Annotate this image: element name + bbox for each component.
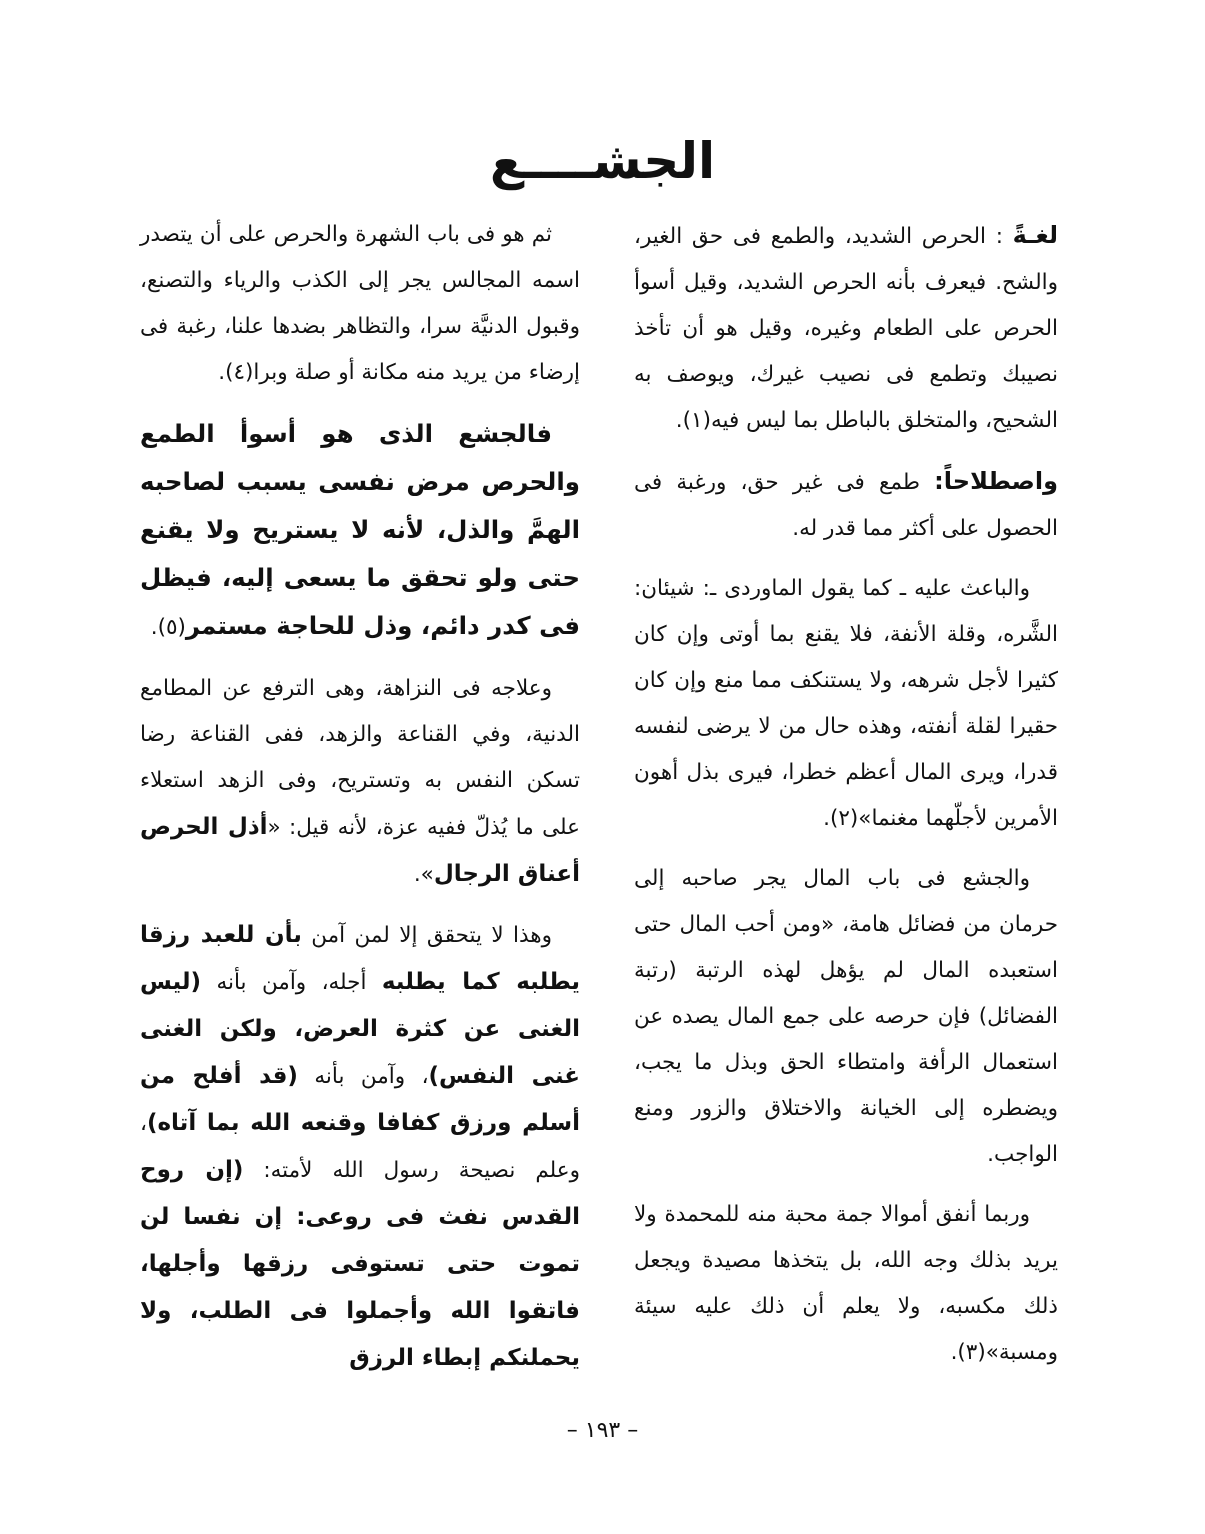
left-column [140, 212, 580, 1396]
definition-technical [634, 458, 1058, 552]
paragraph-faith [140, 912, 580, 1382]
paragraph-summary [140, 410, 580, 652]
faith-bold-f: (قد أفلح من أسلم ورزق كفافا وقنعه الله بما آتاه) [140, 1063, 580, 1136]
remedy-quote: أذل الحرص أعناق الرجال [140, 814, 580, 887]
paragraph-fame: ثم هو فى باب الشهرة والحرص على أن يتصدر اسمه المجالس يجر إلى الكذب والرياء والتصنع، وقبول الدنيَّة سرا، والتظاهر بضدها علنا، رغبة فى إرضاء من يريد منه مكانة أو صلة وبرا(٤). [140, 222, 580, 385]
faith-bold-d: (ليس الغنى عن كثرة العرض، ولكن الغنى غنى النفس) [140, 969, 580, 1089]
faith-text-a: وهذا لا يتحقق إلا لمن آمن [301, 923, 552, 948]
paragraph-wealth: والجشع فى باب المال يجر صاحبه إلى حرمان من فضائل هامة، «ومن أحب المال حتى استعبده المال لم يؤهل لهذه الرتبة (رتبة الفضائل) فإن حرصه على جمع المال يصده عن استعمال الرأفة وامتطاء الحق وبذل ما يجب، ويضطره إلى الخيانة والاختلاق والزور ومنع الواجب. [634, 866, 1058, 1167]
paragraph-causes: والباعث عليه ـ كما يقول الماوردى ـ: شيئان: الشَّره، وقلة الأنفة، فلا يقنع بما أوتى وإن كان كثيرا لأجل شرهه، ولا يستنكف مما منع وإن كان حقيرا لقلة أنفته، وهذه حال من لا يرضى لنفسه قدرا، ويرى المال أعظم خطرا، فيرى بذل أهون الأمرين لأجلّهما مغنما»(٢). [634, 576, 1058, 831]
paragraph-remedy [140, 666, 580, 898]
paragraph-spending: وربما أنفق أموالا جمة محبة منه للمحمدة ولا يريد بذلك وجه الله، بل يتخذها مصيدة ويجعل ذلك مكسبه، ولا يعلم أن ذلك عليه سيئة ومسبة»(٣). [634, 1202, 1058, 1365]
faith-text-c: أجله، وآمن بأنه [201, 970, 382, 995]
definition-technical-text: طمع فى غير حق، ورغبة فى الحصول على أكثر مما قدر له. [634, 470, 1058, 541]
footnote-ref-5: (٥). [150, 615, 186, 640]
right-column [634, 212, 1058, 1390]
term-istilahan: واصطلاحاً: [934, 467, 1058, 495]
faith-text-e: ، وآمن بأنه [297, 1064, 429, 1089]
definition-linguistic-text: : الحرص الشديد، والطمع فى حق الغير، والشح. فيعرف بأنه الحرص الشديد، وقيل أسوأ الحرص على الطعام وغيره، وقيل هو أن تأخذ نصيبك وتطمع فى نصيب غيرك، ويوصف به الشحيح، والمتخلق بالباطل بما ليس فيه(١). [634, 224, 1058, 433]
page-number: – ١٩٣ – [566, 1418, 639, 1443]
faith-bold-b: بأن للعبد رزقا يطلبه كما يطلبه [140, 922, 580, 995]
page-title: الجشــــع [489, 132, 716, 190]
remedy-end: ». [413, 862, 434, 887]
faith-bold-h: (إن روح القدس نفث فى روعى: إن نفسا لن تموت حتى تستوفى رزقها وأجلها، فاتقوا الله وأجملوا فى الطلب، ولا يحملنكم إبطاء الرزق [140, 1157, 580, 1371]
term-lugha: لغـةً [1012, 221, 1058, 249]
remedy-text: وعلاجه فى النزاهة، وهى الترفع عن المطامع الدنية، وفي القناعة والزهد، ففى القناعة رضا تسكن النفس به وتستريح، وفى الزهد استعلاء على ما يُذلّ ففيه عزة، لأنه قيل: « [140, 676, 581, 840]
faith-text-g: ، وعلم نصيحة رسول الله لأمته: [140, 1111, 580, 1183]
definition-linguistic [634, 212, 1058, 444]
summary-text: فالجشع الذى هو أسوأ الطمع والحرص مرض نفسى يسبب لصاحبه الهمَّ والذل، لأنه لا يستريح ولا يقنع حتى ولو تحقق ما يسعى إليه، فيظل فى كدر دائم، وذل للحاجة مستمر [140, 419, 580, 640]
